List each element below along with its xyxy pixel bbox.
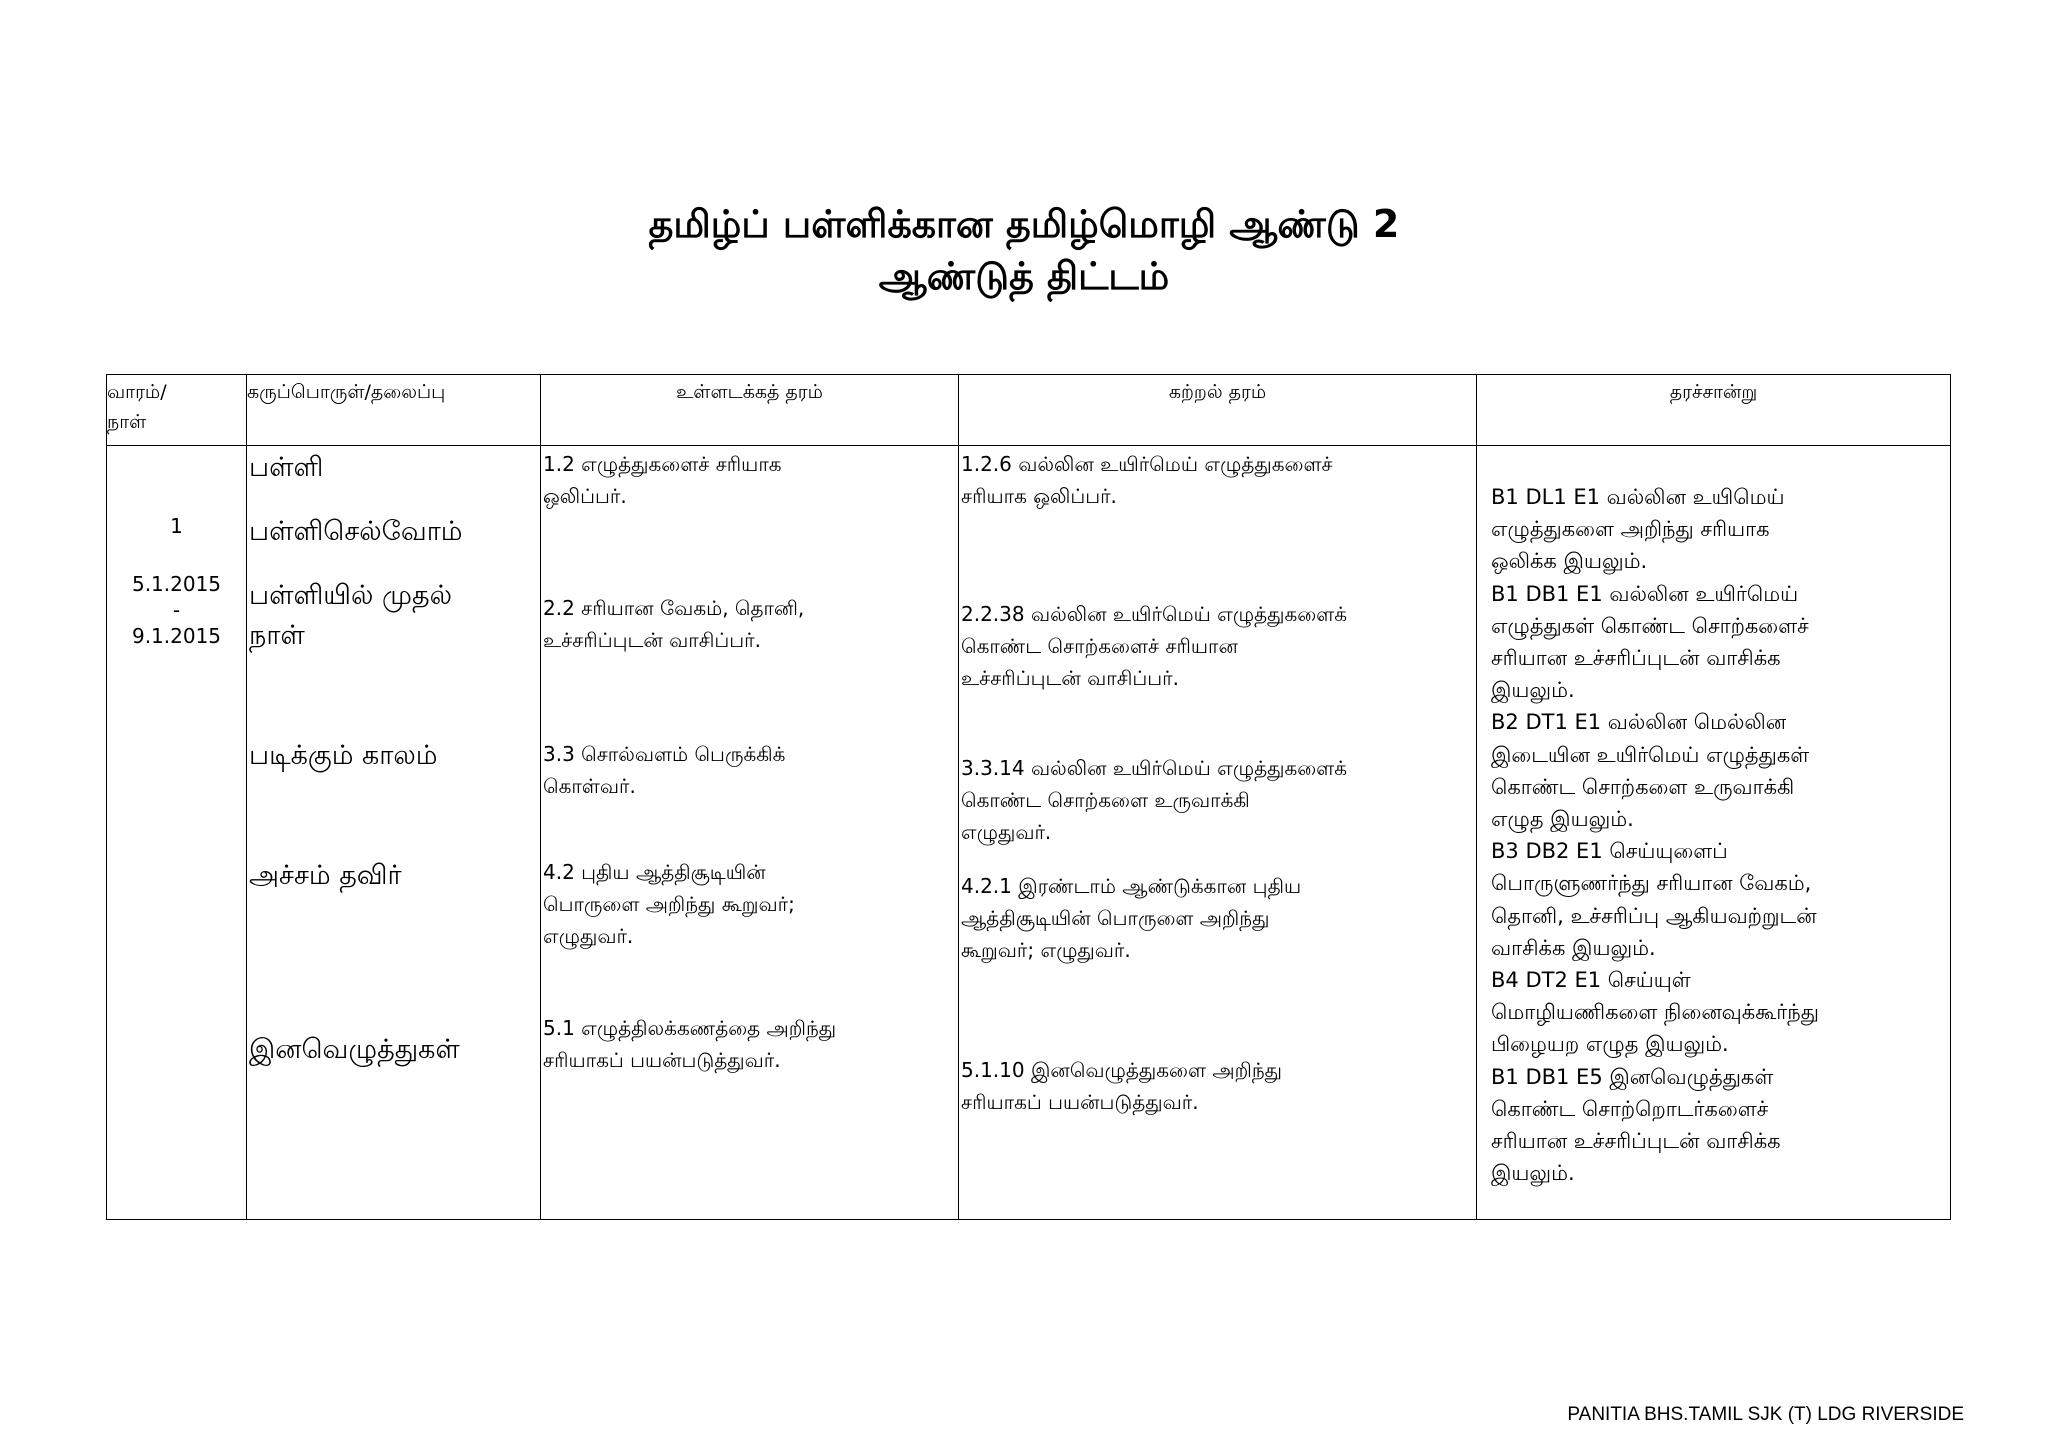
learning-standard-cell — [959, 446, 1477, 1220]
evidence-item: B2 DT1 E1 வல்லின மெல்லின இடையின உயிர்மெய் எழுத்துகள் கொண்ட சொற்களை உருவாக்கி எழுத இயலும். — [1491, 710, 1810, 832]
learning-standard-item: 1.2.6 வல்லின உயிர்மெய் எழுத்துகளைச் சரியாக ஒலிப்பர். — [961, 452, 1333, 508]
header-week: வாரம்/ நாள் — [107, 375, 247, 446]
theme-item: அச்சம் தவிர் — [249, 860, 402, 891]
evidence-item: B3 DB2 E1 செய்யுளைப் பொருளுணர்ந்து சரியான வேகம், தொனி, உச்சரிப்பு ஆகியவற்றுடன் வாசிக்க இயலும். — [1491, 839, 1817, 960]
table-header-row — [107, 375, 1951, 446]
theme-item: பள்ளியில் முதல் நாள் — [249, 580, 452, 651]
content-standard-item: 2.2 சரியான வேகம், தொனி, உச்சரிப்புடன் வாசிப்பர். — [543, 596, 805, 652]
theme-item: படிக்கும் காலம் — [249, 740, 438, 771]
theme-cell — [247, 446, 541, 1220]
table-row — [107, 446, 1951, 1220]
content-standard-cell — [541, 446, 959, 1220]
week-number: 1 — [170, 514, 183, 538]
evidence-item: B1 DB1 E5 இனவெழுத்துகள் கொண்ட சொற்றொடர்களைச் சரியான உச்சரிப்புடன் வாசிக்க இயலும். — [1491, 1064, 1781, 1186]
learning-standard-item: 4.2.1 இரண்டாம் ஆண்டுக்கான புதிய ஆத்திசூடியின் பொருளை அறிந்து கூறுவர்; எழுதுவர். — [961, 874, 1302, 962]
evidence-item: B1 DB1 E1 வல்லின உயிர்மெய் எழுத்துகள் கொண்ட சொற்களைச் சரியான உச்சரிப்புடன் வாசிக்க இயலும். — [1491, 581, 1809, 703]
header-theme: கருப்பொருள்/தலைப்பு — [247, 375, 541, 446]
date-separator: - — [172, 598, 181, 622]
date-start: 5.1.2015 — [131, 572, 222, 596]
yearly-plan-table — [106, 374, 1951, 1220]
header-learning-standard: கற்றல் தரம் — [959, 375, 1477, 446]
theme-item: பள்ளி — [249, 452, 324, 483]
week-cell — [107, 446, 247, 1220]
learning-standard-item: 3.3.14 வல்லின உயிர்மெய் எழுத்துகளைக் கொண்ட சொற்களை உருவாக்கி எழுதுவர். — [961, 756, 1348, 844]
content-standard-item: 3.3 சொல்வளம் பெருக்கிக் கொள்வர். — [543, 742, 786, 798]
evidence-item: B4 DT2 E1 செய்யுள் மொழியணிகளை நினைவுக்கூர்ந்து பிழையற எழுத இயலும். — [1491, 968, 1819, 1057]
learning-standard-item: 5.1.10 இனவெழுத்துகளை அறிந்து சரியாகப் பயன்படுத்துவர். — [961, 1058, 1282, 1114]
theme-item: பள்ளிசெல்வோம் — [249, 516, 463, 547]
performance-evidence-cell — [1477, 446, 1951, 1220]
content-standard-item: 4.2 புதிய ஆத்திசூடியின் பொருளை அறிந்து கூறுவர்; எழுதுவர். — [543, 860, 795, 948]
theme-item: இனவெழுத்துகள் — [249, 1034, 460, 1065]
document-title — [0, 198, 2048, 302]
title-line-2: ஆண்டுத் திட்டம் — [878, 254, 1170, 298]
evidence-item: B1 DL1 E1 வல்லின உயிமெய் எழுத்துகளை அறிந்து சரியாக ஒலிக்க இயலும். — [1491, 485, 1785, 574]
date-end: 9.1.2015 — [131, 624, 222, 648]
learning-standard-item: 2.2.38 வல்லின உயிர்மெய் எழுத்துகளைக் கொண்ட சொற்களைச் சரியான உச்சரிப்புடன் வாசிப்பர். — [961, 602, 1348, 690]
header-performance-evidence: தரச்சான்று — [1477, 375, 1951, 446]
page-footer: PANITIA BHS.TAMIL SJK (T) LDG RIVERSIDE — [1567, 1404, 1964, 1425]
evidence-list — [1491, 481, 1936, 1189]
content-standard-item: 5.1 எழுத்திலக்கணத்தை அறிந்து சரியாகப் பயன்படுத்துவர். — [543, 1016, 837, 1072]
title-line-1: தமிழ்ப் பள்ளிக்கான தமிழ்மொழி ஆண்டு 2 — [648, 202, 1400, 246]
content-standard-item: 1.2 எழுத்துகளைச் சரியாக ஒலிப்பர். — [543, 452, 782, 508]
header-content-standard: உள்ளடக்கத் தரம் — [541, 375, 959, 446]
